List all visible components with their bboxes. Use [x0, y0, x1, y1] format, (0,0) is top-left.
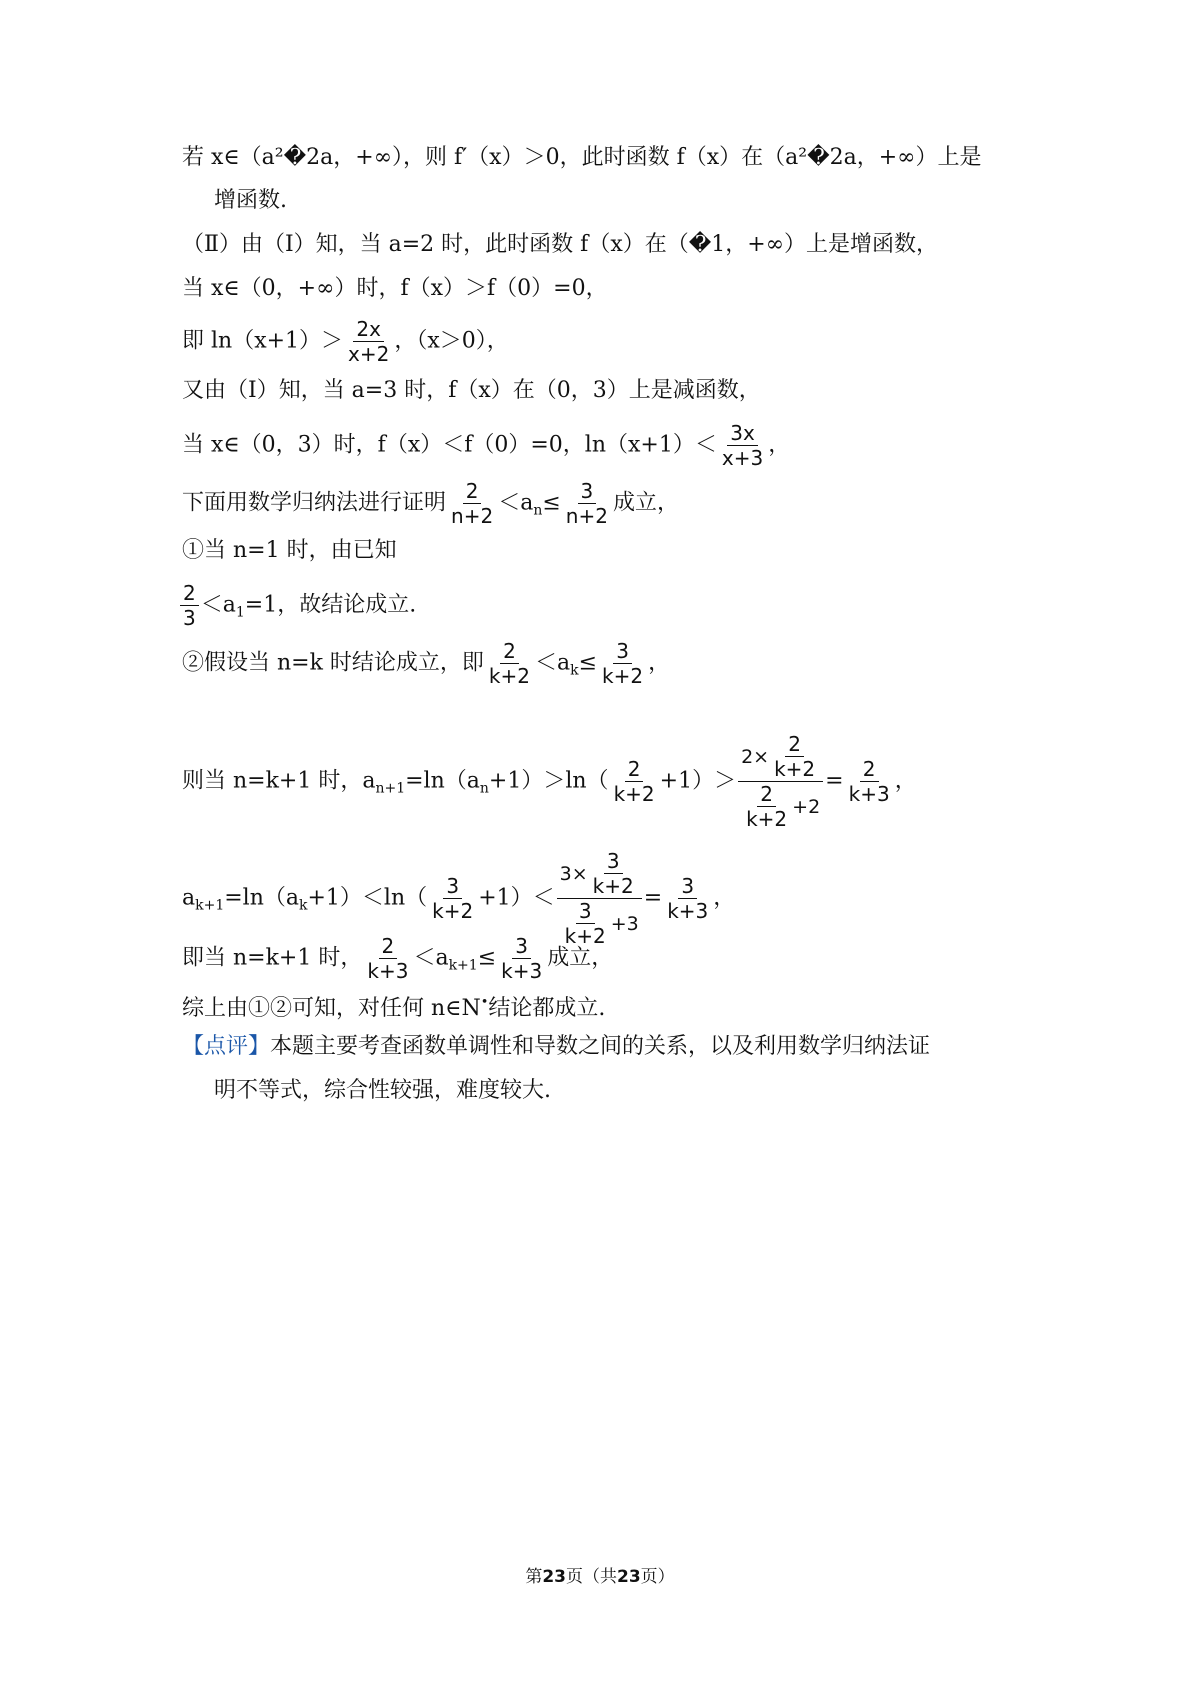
- fraction: [590, 850, 637, 897]
- text: 成立，: [547, 945, 614, 971]
- text: 结论都成立.: [488, 996, 606, 1021]
- text: 明不等式，综合性较强，难度较大.: [214, 1078, 551, 1103]
- text: =1，故结论成立.: [244, 592, 417, 618]
- text: 2×: [741, 745, 770, 768]
- text: 页（共: [566, 1567, 617, 1587]
- fraction: [448, 480, 496, 527]
- subscript: n: [479, 780, 489, 797]
- text: ，: [713, 885, 736, 911]
- numerator: 3: [512, 935, 531, 959]
- superscript: •: [480, 995, 489, 1010]
- fraction: [180, 582, 199, 629]
- text: 下面用数学归纳法进行证明: [182, 490, 447, 516]
- text-line-10: [182, 582, 416, 629]
- text-line-9: [182, 536, 397, 566]
- text: 成立，: [612, 490, 679, 516]
- text: ②假设当 n=k 时结论成立，即: [182, 650, 484, 676]
- text: ≤: [542, 490, 561, 516]
- fraction: [611, 758, 658, 805]
- text: ，: [648, 650, 671, 676]
- text: =ln（a: [405, 768, 480, 794]
- text-line-4: [182, 274, 608, 304]
- numerator: 2: [180, 582, 199, 606]
- denominator: n+2: [451, 504, 494, 528]
- text: +3: [610, 912, 639, 935]
- denominator: n+2: [565, 504, 608, 528]
- text: +2: [792, 795, 821, 818]
- text: 综上由①②可知，对任何 n∈N: [182, 996, 481, 1021]
- numerator: 3: [578, 480, 597, 504]
- text: 则当 n=k+1 时，a: [182, 768, 376, 794]
- compound-fraction: [738, 733, 823, 830]
- numerator: 2: [625, 758, 644, 782]
- fraction: [846, 758, 893, 805]
- subscript: k+1: [195, 897, 225, 914]
- text: +1）＜: [478, 885, 555, 911]
- text: 增函数.: [214, 188, 287, 213]
- fraction: [664, 875, 711, 922]
- comment-line-1: [182, 1032, 930, 1062]
- denominator: k+2: [564, 924, 606, 948]
- text: 页）: [640, 1567, 675, 1587]
- text: ①当 n=1 时，由已知: [182, 538, 397, 563]
- text: ，（x＞0），: [394, 328, 509, 354]
- text: 第: [525, 1567, 543, 1587]
- text: 3×: [559, 862, 588, 885]
- text-line-2: [214, 186, 287, 216]
- denominator: k+2: [592, 874, 634, 898]
- numerator: [557, 850, 642, 899]
- text: ，: [894, 768, 917, 794]
- denominator: k+2: [488, 664, 530, 688]
- text: ≤: [477, 945, 497, 971]
- page-number: 23: [542, 1567, 566, 1587]
- denominator: 3: [183, 606, 196, 630]
- text-line-12: [182, 733, 917, 830]
- text-line-5: [182, 318, 509, 365]
- fraction: [771, 733, 818, 780]
- numerator: [738, 733, 823, 782]
- denominator: [738, 782, 823, 830]
- numerator: 2: [860, 758, 879, 782]
- text: =: [825, 768, 844, 794]
- denominator: k+2: [602, 664, 644, 688]
- fraction: [345, 318, 392, 365]
- fraction: [563, 480, 611, 527]
- denominator: k+3: [848, 782, 890, 806]
- comment-line-2: [214, 1076, 551, 1106]
- text-line-1: [182, 143, 982, 173]
- denominator: x+2: [348, 342, 390, 366]
- subscript: n+1: [375, 780, 406, 797]
- text: ，: [768, 432, 791, 458]
- text: ＜a: [498, 490, 534, 516]
- fraction: [743, 783, 790, 830]
- text-line-11: [182, 640, 670, 687]
- denominator: k+2: [746, 807, 788, 831]
- text: 当 x∈（0，3）时，f（x）＜f（0）=0，ln（x+1）＜: [182, 432, 717, 458]
- denominator: k+3: [501, 959, 543, 983]
- text-line-3: [182, 230, 938, 260]
- denominator: k+3: [367, 959, 409, 983]
- text: 本题主要考查函数单调性和导数之间的关系，以及利用数学归纳法证: [270, 1034, 931, 1059]
- text: 当 x∈（0，+∞）时，f（x）＞f（0）=0，: [182, 276, 608, 301]
- text: 即当 n=k+1 时，: [182, 945, 363, 971]
- text-line-14: [182, 935, 613, 982]
- text: ≤: [578, 650, 598, 676]
- numerator: 2x: [353, 318, 384, 342]
- text: ＜a: [200, 592, 236, 618]
- comment-tag: 【点评】: [182, 1034, 271, 1059]
- fraction: [364, 935, 411, 982]
- text: +1）＞ln（: [488, 768, 609, 794]
- numerator: 2: [379, 935, 398, 959]
- compound-fraction: [557, 850, 642, 947]
- subscript: 1: [235, 604, 245, 621]
- numerator: 2: [500, 640, 519, 664]
- fraction: [498, 935, 545, 982]
- page-footer: [0, 1562, 1200, 1587]
- denominator: k+3: [667, 899, 709, 923]
- fraction: [719, 422, 766, 469]
- subscript: k+1: [448, 957, 478, 974]
- denominator: k+2: [613, 782, 655, 806]
- subscript: n: [533, 502, 543, 519]
- numerator: 3: [443, 875, 462, 899]
- numerator: 2: [785, 733, 804, 757]
- text: 若 x∈（a²�2a，+∞），则 f′（x）＞0，此时函数 f（x）在（a²�2a，+∞）上是: [182, 145, 982, 170]
- numerator: 3: [678, 875, 697, 899]
- text: +1）＜ln（: [307, 885, 428, 911]
- text-line-15: [182, 988, 605, 1024]
- numerator: 2: [757, 783, 776, 807]
- text-line-7: [182, 422, 790, 469]
- text: ＜a: [413, 945, 449, 971]
- numerator: 3: [604, 850, 623, 874]
- numerator: 3: [576, 900, 595, 924]
- fraction: [599, 640, 646, 687]
- denominator: k+2: [774, 757, 816, 781]
- fraction: [486, 640, 533, 687]
- text: +1）＞: [659, 768, 737, 794]
- fraction: [429, 875, 476, 922]
- denominator: k+2: [432, 899, 474, 923]
- subscript: k: [299, 897, 308, 914]
- subscript: k: [570, 662, 579, 679]
- text-line-6: [182, 376, 761, 406]
- numerator: 3x: [727, 422, 758, 446]
- text: 即 ln（x+1）＞: [182, 328, 344, 354]
- numerator: 2: [463, 480, 482, 504]
- numerator: 3: [613, 640, 632, 664]
- denominator: x+3: [721, 446, 764, 470]
- text-line-13: [182, 850, 735, 947]
- text: ＜a: [535, 650, 571, 676]
- text-line-8: [182, 480, 679, 527]
- text: a: [182, 885, 196, 911]
- text: =: [643, 885, 663, 911]
- text: 又由（Ⅰ）知，当 a=3 时，f（x）在（0，3）上是减函数，: [182, 378, 761, 403]
- page-total: 23: [617, 1567, 641, 1587]
- text: （Ⅱ）由（Ⅰ）知，当 a=2 时，此时函数 f（x）在（�1，+∞）上是增函数，: [182, 232, 939, 257]
- text: =ln（a: [224, 885, 300, 911]
